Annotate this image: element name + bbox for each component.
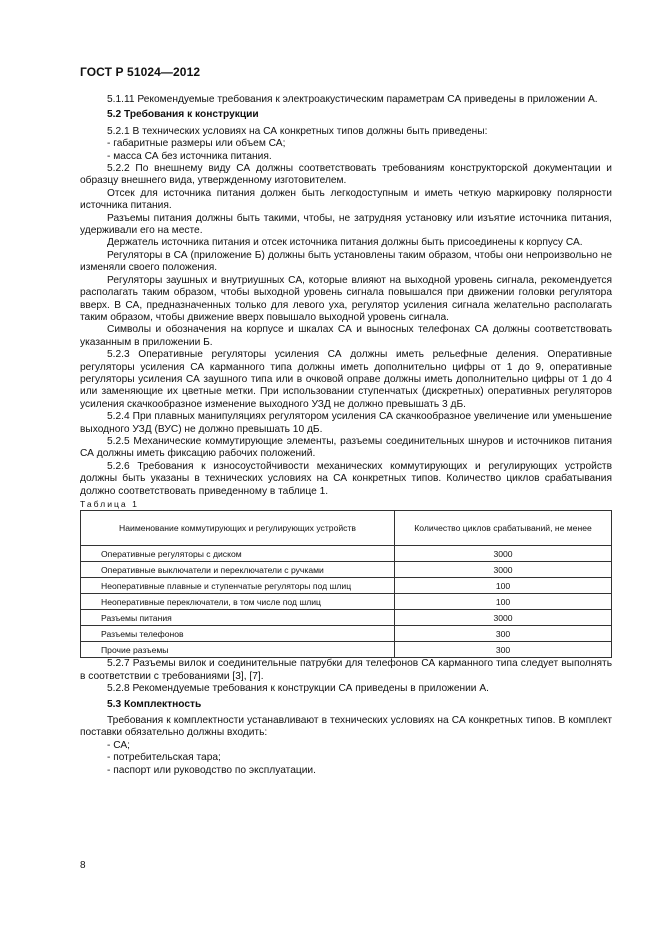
table-cell-name: Оперативные регуляторы с диском (81, 546, 395, 562)
list-item: - габаритные размеры или объем СА; (107, 138, 286, 150)
table-cell-value: 100 (395, 578, 612, 594)
paragraph: 5.2.5 Механические коммутирующие элементы, разъемы соединительных шнуров и источников питания СА должны иметь фиксацию рабочих положений. (80, 435, 612, 460)
paragraph: 5.2.3 Оперативные регуляторы усиления СА должны иметь рельефные деления. Оперативные регуляторы усиления СА карманного типа должны иметь дополнительно цифры от 1 до 9, оперативные регуляторы усиления СА заушного типа или в очковой оправе должны иметь дополнительно цифры от 1 до 4 или заменяющие их цветные метки. При использовании ступенчатых (дискретных) оперативных регуляторов усиления скачкообразное изменение выходного УЗД не должно превышать 3 дБ. (80, 349, 612, 410)
section-heading-5-2: 5.2 Требования к конструкции (107, 109, 259, 121)
table-cell-name: Неоперативные плавные и ступенчатые регуляторы под шлиц (81, 578, 395, 594)
table-caption: Таблица 1 (80, 499, 139, 509)
standard-header: ГОСТ Р 51024—2012 (80, 65, 201, 79)
table-1 (80, 510, 612, 658)
table-cell-value: 3000 (395, 610, 612, 626)
table-cell-name: Разъемы питания (81, 610, 395, 626)
page-number: 8 (80, 860, 86, 871)
table-header-cycles: Количество циклов срабатываний, не менее (395, 511, 612, 546)
paragraph: 5.2.1 В технических условиях на СА конкретных типов должны быть приведены: (107, 125, 488, 137)
table-row (81, 610, 612, 626)
paragraph: 5.2.6 Требования к износоустойчивости механических коммутирующих и регулирующих устройств должны быть указаны в технических условиях на СА конкретных типов. Количество циклов срабатывания должно соответствовать приведенному в таблице 1. (80, 460, 612, 497)
paragraph: Требования к комплектности устанавливают в технических условиях на СА конкретных типов. В комплект поставки обязательно должны входить: (80, 715, 612, 739)
paragraph: 5.2.2 По внешнему виду СА должны соответствовать требованиям конструкторской документации и образцу внешнего вида, утвержденному изготовителем. (80, 163, 612, 187)
table-cell-name: Неоперативные переключатели, в том числе под шлиц (81, 594, 395, 610)
table-cell-value: 3000 (395, 546, 612, 562)
table-header-row (81, 511, 612, 546)
paragraph: Регуляторы в СА (приложение Б) должны быть установлены таким образом, чтобы они непроизвольно не изменяли своего положения. (80, 249, 612, 274)
list-item: - потребительская тара; (107, 752, 221, 764)
table-row (81, 594, 612, 610)
table-row (81, 546, 612, 562)
paragraph: Символы и обозначения на корпусе и шкалах СА и выносных телефонах СА должны соответствовать указанным в приложении Б. (80, 324, 612, 348)
table-cell-name: Прочие разъемы (81, 642, 395, 658)
paragraph-5-1-11: 5.1.11 Рекомендуемые требования к электроакустическим параметрам СА приведены в приложении А. (107, 94, 598, 105)
paragraph: 5.2.4 При плавных манипуляциях регулятором усиления СА скачкообразное увеличение или уменьшение выходного УЗД (ВУС) не должно превышать 10 дБ. (80, 411, 612, 435)
list-item: - СА; (107, 739, 130, 751)
table-row (81, 642, 612, 658)
paragraph: Разъемы питания должны быть такими, чтобы, не затрудняя установку или изъятие источника питания, удерживали его на месте. (80, 212, 612, 237)
list-item: - паспорт или руководство по эксплуатации. (107, 764, 316, 776)
table-cell-name: Разъемы телефонов (81, 626, 395, 642)
list-item: - масса СА без источника питания. (107, 150, 272, 162)
table-row (81, 578, 612, 594)
document-body (80, 94, 612, 777)
table-cell-name: Оперативные выключатели и переключатели с ручками (81, 562, 395, 578)
table-cell-value: 300 (395, 642, 612, 658)
table-cell-value: 300 (395, 626, 612, 642)
paragraph: Держатель источника питания и отсек источника питания должны быть присоединены к корпусу СА. (107, 237, 583, 249)
table-cell-value: 100 (395, 594, 612, 610)
paragraph: Регуляторы заушных и внутриушных СА, которые влияют на выходной уровень сигнала, рекомендуется располагать таким образом, чтобы выходной уровень сигнала повышался при движении головки регулятора вверх. В СА, предназначенных только для левого уха, регулятор усиления сигнала желательно располагать таким образом, чтобы движение вверх повышало выходной уровень сигнала. (80, 274, 612, 323)
section-heading-5-3: 5.3 Комплектность (107, 698, 202, 710)
table-header-device: Наименование коммутирующих и регулирующих устройств (81, 511, 395, 546)
paragraph-5-2-8: 5.2.8 Рекомендуемые требования к конструкции СА приведены в приложении А. (107, 683, 489, 695)
table-row (81, 626, 612, 642)
paragraph-5-2-7: 5.2.7 Разъемы вилок и соединительные патрубки для телефонов СА карманного типа следует выполнять в соответствии с требованиями [3], [7]. (80, 658, 612, 682)
paragraph: Отсек для источника питания должен быть легкодоступным и иметь четкую маркировку полярности источника питания. (80, 187, 612, 212)
table-row (81, 562, 612, 578)
table-cell-value: 3000 (395, 562, 612, 578)
